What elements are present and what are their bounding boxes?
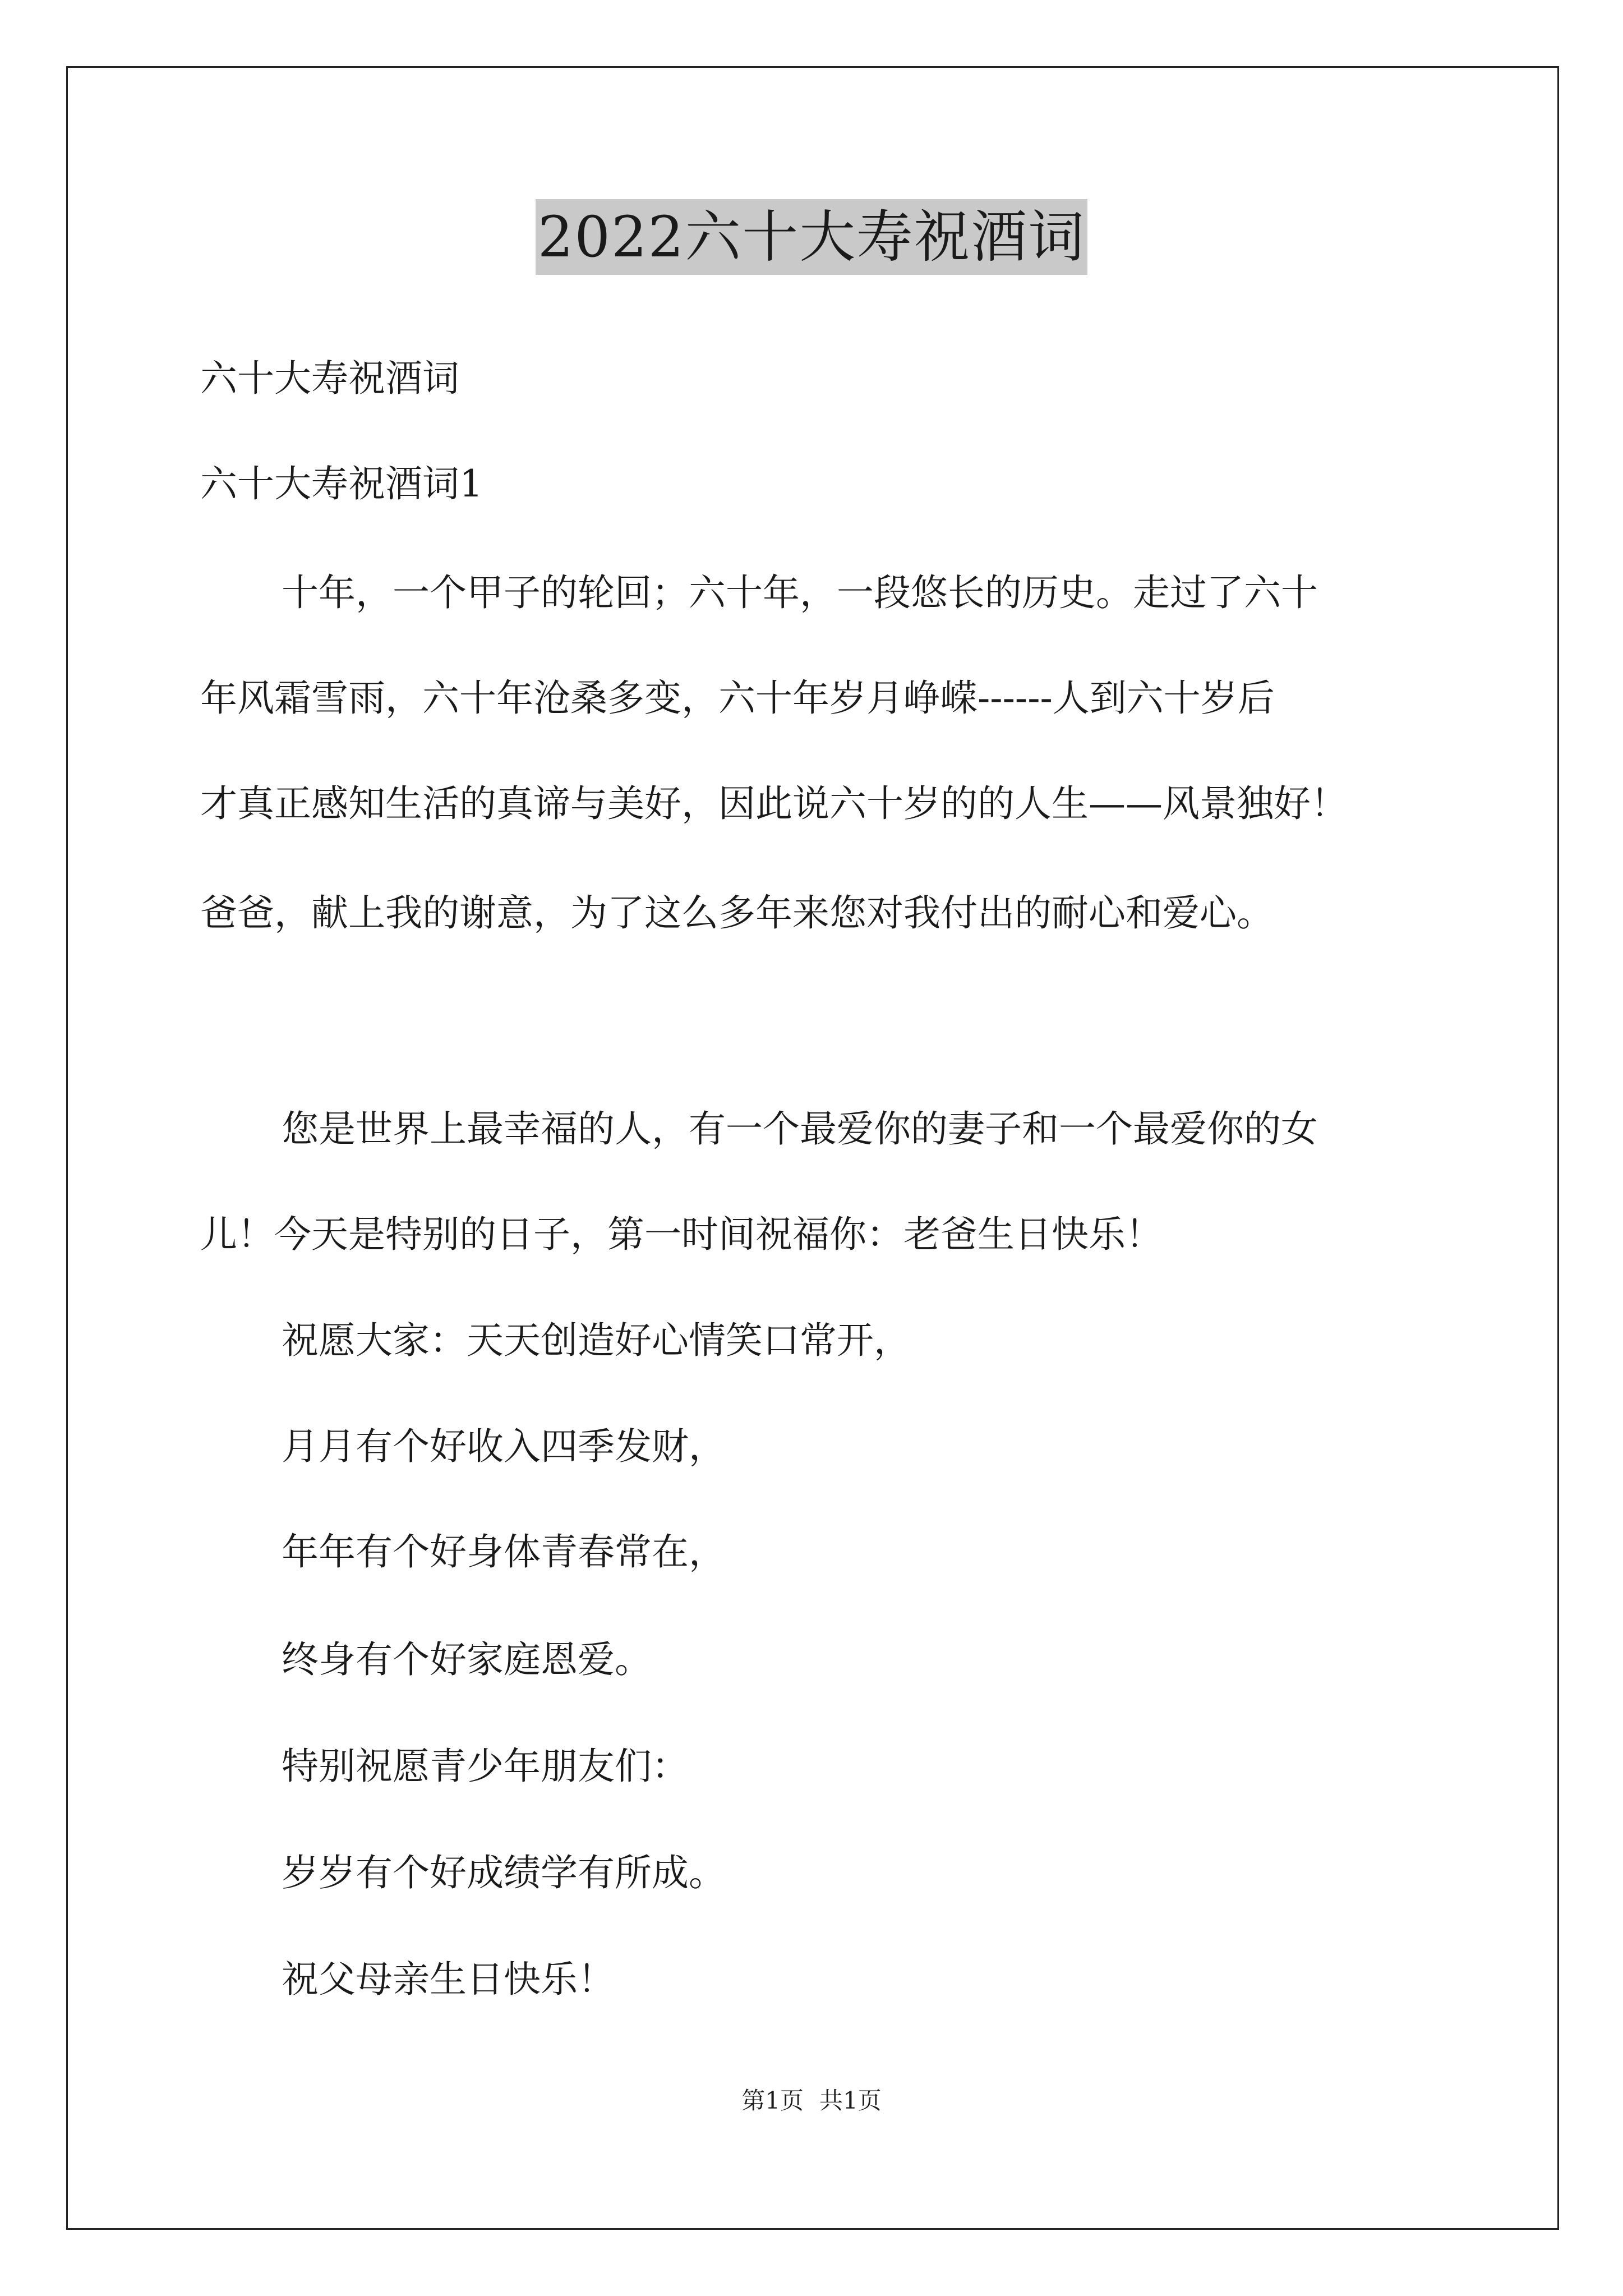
page-number: 第1页 <box>741 2087 804 2114</box>
wish-line: 岁岁有个好成绩学有所成。 <box>282 1851 726 1894</box>
wish-line: 特别祝愿青少年朋友们： <box>282 1745 689 1788</box>
paragraph-1-line-3: 才真正感知生活的真谛与美好，因此说六十岁的的人生——风景独好！ <box>200 782 1348 825</box>
wish-line: 祝愿大家：天天创造好心情笑口常开， <box>282 1319 911 1362</box>
paragraph-2-line-2: 儿！今天是特别的日子，第一时间祝福你：老爸生日快乐！ <box>200 1213 1163 1256</box>
page-total: 共1页 <box>819 2087 882 2114</box>
heading-1: 六十大寿祝酒词 <box>200 357 459 400</box>
document-title: 2022六十大寿祝酒词 <box>536 199 1088 275</box>
paragraph-2-line-1: 您是世界上最幸福的人，有一个最爱你的妻子和一个最爱你的女 <box>282 1107 1318 1151</box>
wish-line: 年年有个好身体青春常在， <box>282 1530 726 1573</box>
paragraph-1-line-2: 年风霜雪雨，六十年沧桑多变，六十年岁月峥嵘------人到六十岁后 <box>200 677 1275 720</box>
heading-2: 六十大寿祝酒词1 <box>200 462 483 505</box>
title-container <box>0 199 1623 275</box>
wish-line: 终身有个好家庭恩爱。 <box>282 1638 652 1681</box>
page-footer <box>0 2084 1623 2118</box>
paragraph-1-line-4: 爸爸，献上我的谢意，为了这么多年来您对我付出的耐心和爱心。 <box>200 891 1274 935</box>
paragraph-1-line-1: 十年，一个甲子的轮回；六十年，一段悠长的历史。走过了六十 <box>282 571 1318 614</box>
wish-line: 祝父母亲生日快乐！ <box>282 1958 615 2001</box>
wish-line: 月月有个好收入四季发财， <box>282 1425 726 1468</box>
